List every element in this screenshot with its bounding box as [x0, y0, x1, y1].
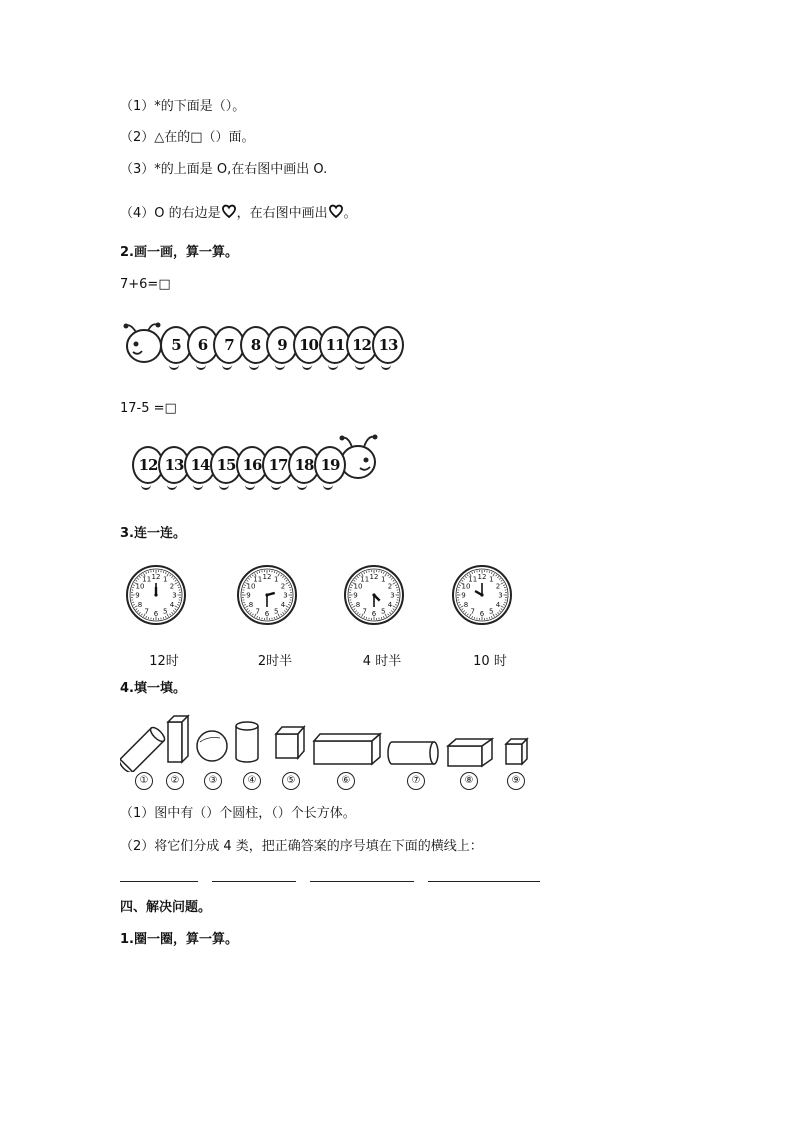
cuboid-icon: [314, 734, 380, 764]
svg-text:9: 9: [461, 591, 466, 600]
q4-title: 4.填一填。: [120, 681, 186, 696]
caterpillar-segment: 5: [160, 326, 192, 364]
clock-label-2: 2时半: [257, 654, 293, 669]
shape-number-8: ⑧: [460, 772, 478, 790]
caterpillar-segment: 15: [210, 446, 242, 484]
caterpillar-segment: 17: [262, 446, 294, 484]
svg-text:12: 12: [369, 573, 379, 581]
svg-text:3: 3: [283, 591, 288, 600]
caterpillar-leg: [271, 482, 281, 490]
caterpillar-segment: 14: [184, 446, 216, 484]
svg-text:3: 3: [172, 591, 177, 600]
caterpillar-segment: 13: [158, 446, 190, 484]
q2-equation-2: 17-5 =□: [120, 401, 177, 416]
caterpillar-leg: [141, 482, 151, 490]
clock-icon: [450, 563, 514, 627]
q1-line-3: （3）*的上面是 O,在右图中画出 O.: [120, 162, 328, 177]
caterpillar-leg: [169, 362, 179, 370]
svg-text:7: 7: [470, 607, 475, 616]
cylinder-icon: [236, 722, 258, 762]
caterpillar-leg: [275, 362, 285, 370]
caterpillar-leg: [196, 362, 206, 370]
svg-text:10: 10: [461, 582, 471, 591]
answer-blank-1[interactable]: [120, 881, 198, 882]
clock-label-3: 4 时半: [362, 654, 402, 669]
svg-text:7: 7: [255, 607, 260, 616]
caterpillar-segment: 16: [236, 446, 268, 484]
caterpillar-segment: 6: [187, 326, 219, 364]
caterpillar-segment: 12: [346, 326, 378, 364]
caterpillar-leg: [297, 482, 307, 490]
svg-text:11: 11: [468, 575, 478, 584]
caterpillar-1: [120, 312, 400, 378]
svg-text:9: 9: [135, 591, 140, 600]
q2-title: 2.画一画，算一算。: [120, 245, 238, 260]
cylinder-icon: [388, 742, 438, 764]
shape-number-1: ①: [135, 772, 153, 790]
svg-text:5: 5: [274, 607, 279, 616]
caterpillar-leg: [355, 362, 365, 370]
svg-text:6: 6: [153, 610, 159, 618]
cuboid-icon: [168, 716, 188, 762]
svg-text:11: 11: [360, 575, 370, 584]
svg-text:1: 1: [274, 575, 279, 584]
heart-icon: [221, 203, 237, 219]
clock-label-1: 12时: [149, 654, 179, 669]
svg-text:11: 11: [253, 575, 263, 584]
svg-text:9: 9: [353, 591, 358, 600]
caterpillar-leg: [245, 482, 255, 490]
svg-text:10: 10: [353, 582, 363, 591]
q1-line-4-part-b: ，在右图中画出: [236, 206, 328, 221]
q3-title: 3.连一连。: [120, 526, 186, 541]
q2-equation-1: 7+6=□: [120, 277, 171, 292]
clock-icon: [235, 563, 299, 627]
shape-number-4: ④: [243, 772, 261, 790]
caterpillar-2: [128, 432, 388, 498]
caterpillar-leg: [323, 482, 333, 490]
shape-number-6: ⑥: [337, 772, 355, 790]
caterpillar-segment: 11: [319, 326, 351, 364]
svg-text:6: 6: [264, 610, 270, 618]
svg-text:2: 2: [280, 582, 286, 591]
section-title: 四、解决问题。: [120, 900, 212, 915]
q1-line-4-part-c: 。: [343, 206, 357, 221]
shape-number-5: ⑤: [282, 772, 300, 790]
caterpillar-leg: [302, 362, 312, 370]
caterpillar-segment: 19: [314, 446, 346, 484]
answer-blank-3[interactable]: [310, 881, 414, 882]
caterpillar-segment: 10: [293, 326, 325, 364]
svg-text:11: 11: [142, 575, 152, 584]
caterpillar-leg: [249, 362, 259, 370]
svg-text:12: 12: [151, 573, 161, 581]
clock-icon: [124, 563, 188, 627]
caterpillar-leg: [167, 482, 177, 490]
q1-line-4-part-a: （4）O 的右边是: [120, 206, 221, 221]
caterpillar-leg: [328, 362, 338, 370]
svg-text:1: 1: [381, 575, 386, 584]
shape-number-9: ⑨: [507, 772, 525, 790]
svg-text:8: 8: [248, 600, 254, 609]
svg-text:2: 2: [495, 582, 501, 591]
cube-icon: [506, 739, 527, 764]
svg-text:7: 7: [362, 607, 367, 616]
caterpillar-segment: 18: [288, 446, 320, 484]
section-question-1: 1.圈一圈，算一算。: [120, 932, 238, 947]
caterpillar-segment: 12: [132, 446, 164, 484]
caterpillar-segment: 9: [266, 326, 298, 364]
svg-text:2: 2: [169, 582, 175, 591]
svg-text:10: 10: [135, 582, 145, 591]
svg-text:8: 8: [137, 600, 143, 609]
sphere-icon: [197, 731, 227, 761]
q4-sentence-1: （1）图中有（）个圆柱，（）个长方体。: [120, 806, 356, 821]
clock-label-4: 10 时: [473, 654, 507, 669]
caterpillar-head-icon: [122, 322, 162, 362]
svg-text:4: 4: [169, 600, 175, 609]
svg-text:6: 6: [371, 610, 377, 618]
svg-text:6: 6: [479, 610, 485, 618]
svg-text:4: 4: [387, 600, 393, 609]
cuboid-icon: [448, 739, 492, 766]
q4-sentence-2: （2）将它们分成 4 类，把正确答案的序号填在下面的横线上：: [120, 839, 483, 854]
caterpillar-leg: [222, 362, 232, 370]
svg-text:8: 8: [355, 600, 361, 609]
q1-line-1: （1）*的下面是（）。: [120, 99, 246, 114]
shape-number-7: ⑦: [407, 772, 425, 790]
clock-icon: [342, 563, 406, 627]
svg-text:7: 7: [144, 607, 149, 616]
svg-text:1: 1: [489, 575, 494, 584]
caterpillar-leg: [219, 482, 229, 490]
svg-text:5: 5: [163, 607, 168, 616]
caterpillar-segment: 13: [372, 326, 404, 364]
svg-text:5: 5: [381, 607, 386, 616]
caterpillar-segment: 8: [240, 326, 272, 364]
q1-line-2: （2）△在的□（）面。: [120, 130, 255, 145]
cylinder-icon: [120, 725, 167, 772]
svg-text:8: 8: [463, 600, 469, 609]
svg-text:3: 3: [498, 591, 503, 600]
svg-text:2: 2: [387, 582, 393, 591]
svg-text:12: 12: [262, 573, 272, 581]
heart-icon: [328, 203, 344, 219]
svg-text:9: 9: [246, 591, 251, 600]
svg-text:10: 10: [246, 582, 256, 591]
shape-number-2: ②: [166, 772, 184, 790]
shape-number-3: ③: [204, 772, 222, 790]
svg-text:4: 4: [280, 600, 286, 609]
svg-text:3: 3: [390, 591, 395, 600]
svg-text:4: 4: [495, 600, 501, 609]
svg-text:1: 1: [163, 575, 168, 584]
answer-blank-2[interactable]: [212, 881, 296, 882]
svg-text:12: 12: [477, 573, 487, 581]
caterpillar-segment: 7: [213, 326, 245, 364]
caterpillar-leg: [381, 362, 391, 370]
shapes-row: [120, 712, 540, 772]
cube-icon: [276, 727, 304, 758]
answer-blank-4[interactable]: [428, 881, 540, 882]
q1-line-4: [120, 203, 357, 223]
caterpillar-leg: [193, 482, 203, 490]
svg-text:5: 5: [489, 607, 494, 616]
